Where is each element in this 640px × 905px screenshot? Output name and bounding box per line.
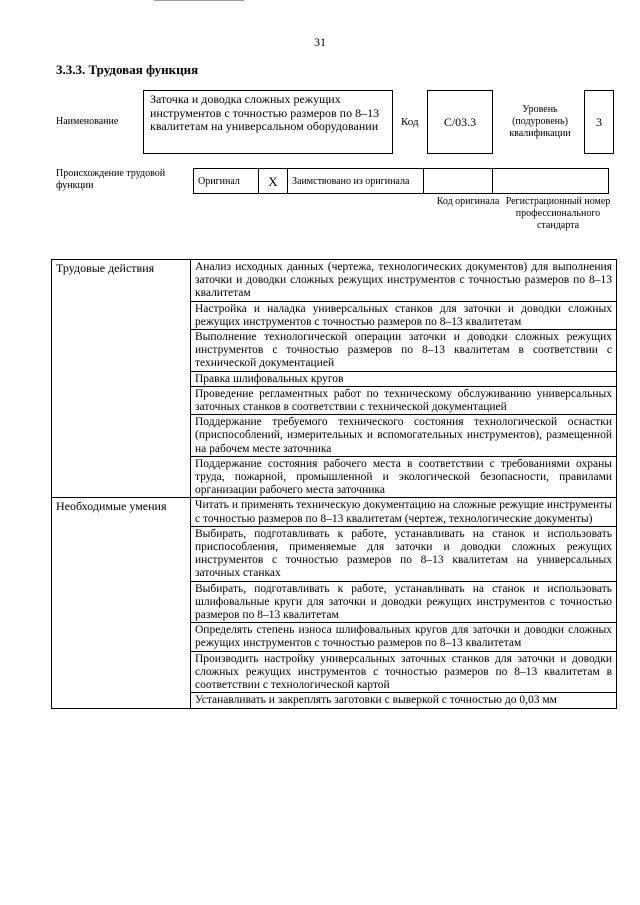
table-cell: Выбирать, подготавливать к работе, устанавливать на станок и использовать шлифовальные круги для заточки и доводки режущих инструментов с точностью размеров по 8–13 квалитетам	[191, 581, 617, 623]
function-name-box: Заточка и доводка сложных режущих инструментов с точностью размеров по 8–13 квалитетам на универсальном оборудовании	[143, 90, 393, 154]
original-mark-cell	[259, 169, 288, 194]
original-code-caption: Код оригинала	[436, 196, 500, 207]
table-cell: Выполнение технологической операции заточки и доводки сложных режущих инструментов с точностью размеров по 8–13 квалитетам в соответствии с технической документацией	[191, 330, 617, 372]
table-cell: Определять степень износа шлифовальных кругов для заточки и доводки сложных режущих инструментов с точностью размеров по 8–13 квалитетам	[191, 623, 617, 651]
original-mark: X	[268, 173, 278, 189]
top-rule	[154, 0, 244, 1]
section-title: 3.3.3. Трудовая функция	[56, 62, 199, 77]
origin-table	[193, 168, 609, 194]
qualification-level-box: 3	[584, 90, 614, 154]
table-cell: Проведение регламентных работ по техническому обслуживанию универсальных заточных станков в соответствии с технической документацией	[191, 386, 617, 414]
table-cell: Поддержание состояния рабочего места в соответствии с требованиями охраны труда, пожарной, промышленной и экологической безопасности, правилами организации рабочего места заточника	[191, 456, 617, 498]
table-cell: Читать и применять техническую документацию на сложные режущие инструменты с точностью размеров по 8–13 квалитетам (чертеж, технологические документы)	[191, 498, 617, 526]
table-cell: Анализ исходных данных (чертежа, технологических документов) для выполнения заточки и доводки сложных режущих инструментов с точностью размеров по 8–13 квалитетам	[191, 260, 617, 302]
original-label: Оригинал	[198, 175, 240, 187]
qualification-level-label: Уровень (подуровень) квалификации	[509, 104, 571, 139]
section-label: Трудовые действия	[52, 260, 191, 498]
borrowed-cell	[288, 169, 424, 194]
original-code-cell	[424, 169, 493, 194]
name-label: Наименование	[56, 116, 119, 127]
original-cell	[194, 169, 259, 194]
table-row	[52, 498, 617, 526]
registration-number-cell	[493, 169, 609, 194]
function-code-box: C/03.3	[427, 90, 493, 154]
table-cell: Производить настройку универсальных заточных станков для заточки и доводки сложных режущих инструментов с точностью размеров по 8–13 квалитетам в соответствии с технологической картой	[191, 651, 617, 693]
function-details-table	[51, 259, 617, 709]
table-cell: Правка шлифовальных кругов	[191, 371, 617, 386]
registration-number-caption: Регистрационный номер профессионального стандарта	[505, 196, 611, 231]
table-row	[52, 260, 617, 302]
page-number: 31	[314, 35, 326, 49]
section-label: Необходимые умения	[52, 498, 191, 708]
table-cell: Настройка и наладка универсальных станков для заточки и доводки сложных режущих инструментов с точностью размеров по 8–13 квалитетам	[191, 301, 617, 329]
borrowed-label: Заимствовано из оригинала	[292, 175, 410, 187]
origin-label: Происхождение трудовой функции	[56, 168, 166, 191]
table-cell: Поддержание требуемого технического состояния технологической оснастки (приспособлений, измерительных и вспомогательных инструментов), размещенной на рабочем месте заточника	[191, 415, 617, 457]
table-cell: Устанавливать и закреплять заготовки с выверкой с точностью до 0,03 мм	[191, 693, 617, 708]
code-label: Код	[401, 116, 419, 128]
table-cell: Выбирать, подготавливать к работе, устанавливать на станок и использовать приспособления, применяемые для заточки и доводки сложных режущих инструментов с точностью размеров по 8–13 квалитетам на универсальных заточных станках	[191, 526, 617, 581]
